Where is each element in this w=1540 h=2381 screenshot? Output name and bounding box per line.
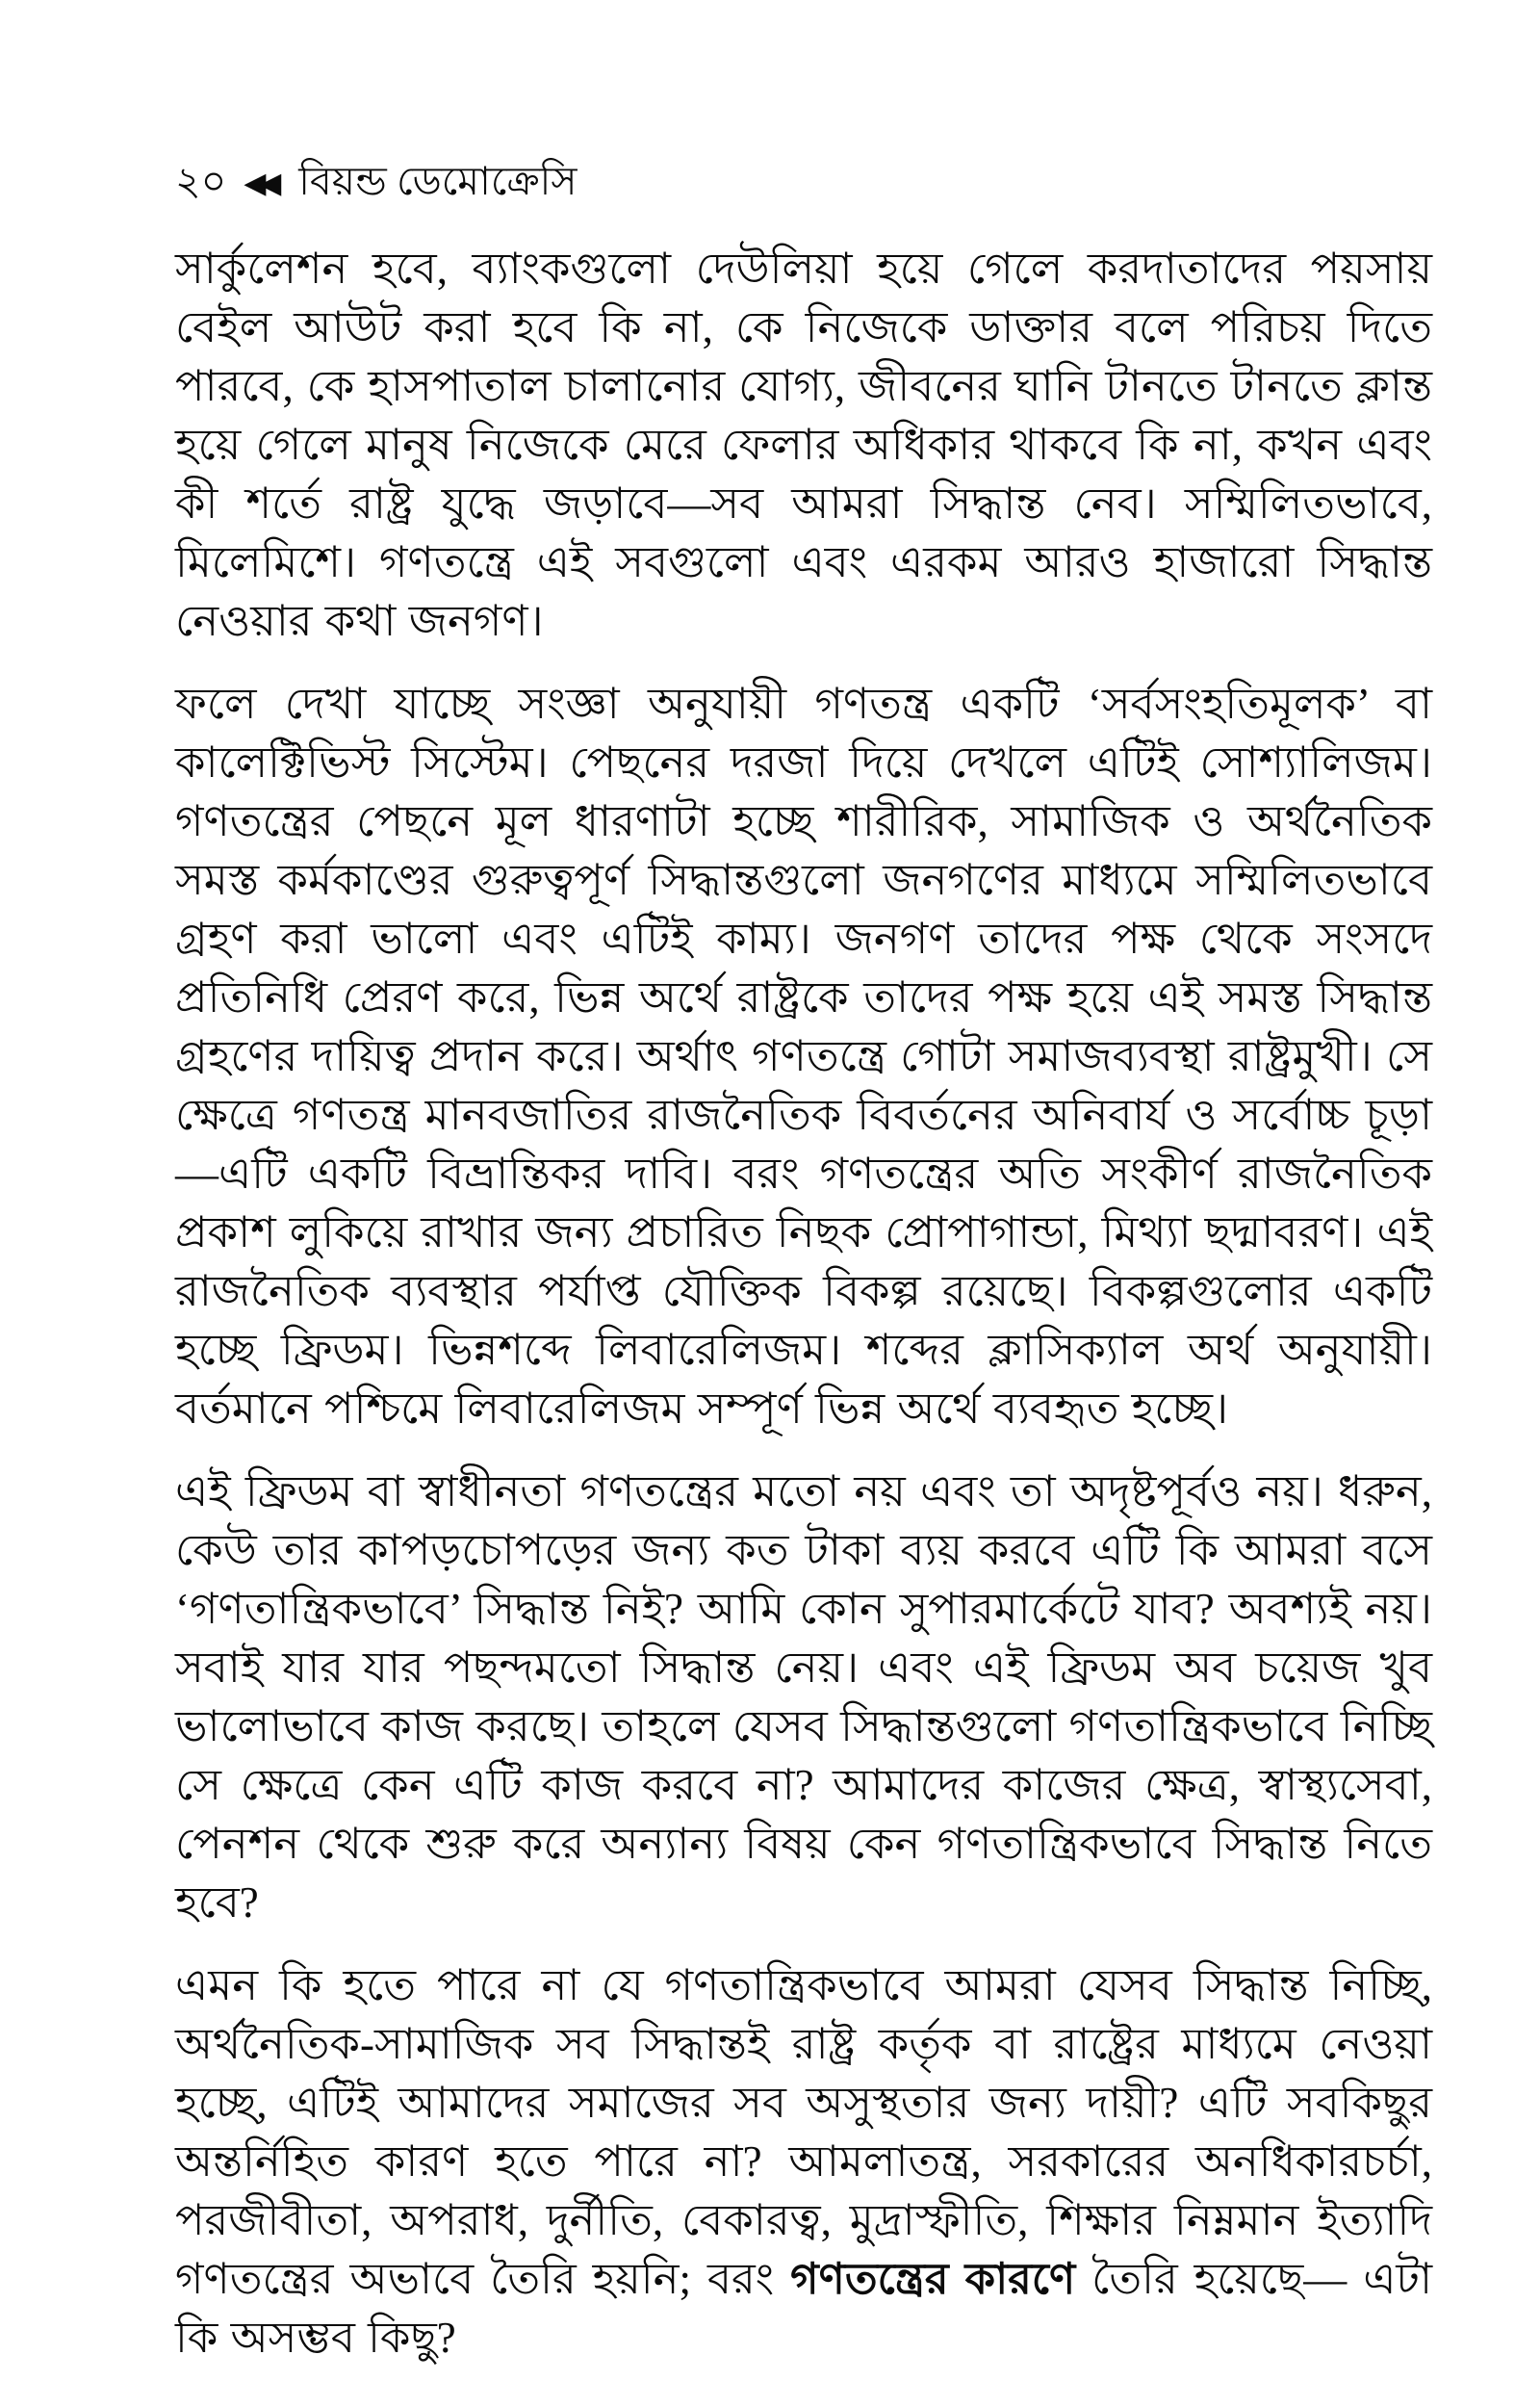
page-body	[175, 240, 1432, 2368]
paragraph-because-of-democracy	[175, 1956, 1432, 2368]
paragraph-collectivist-system: ফলে দেখা যাচ্ছে সংজ্ঞা অনুযায়ী গণতন্ত্র একটি ‘সর্বসংহতিমূলক’ বা কালেক্টিভিস্ট সিস্টেম। পেছনের দরজা দিয়ে দেখলে এটিই সোশ্যালিজম। গণতন্ত্রের পেছনে মূল ধারণাটা হচ্ছে শারীরিক, সামাজিক ও অর্থনৈতিক সমস্ত কর্মকাণ্ডের গুরুত্বপূর্ণ সিদ্ধান্তগুলো জনগণের মাধ্যমে সম্মিলিতভাবে গ্রহণ করা ভালো এবং এটিই কাম্য। জনগণ তাদের পক্ষ থেকে সংসদে প্রতিনিধি প্রেরণ করে, ভিন্ন অর্থে রাষ্ট্রকে তাদের পক্ষ হয়ে এই সমস্ত সিদ্ধান্ত গ্রহণের দায়িত্ব প্রদান করে। অর্থাৎ গণতন্ত্রে গোটা সমাজব্যবস্থা রাষ্ট্রমুখী। সে ক্ষেত্রে গণতন্ত্র মানবজাতির রাজনৈতিক বিবর্তনের অনিবার্য ও সর্বোচ্চ চূড়া—এটি একটি বিভ্রান্তিকর দাবি। বরং গণতন্ত্রের অতি সংকীর্ণ রাজনৈতিক প্রকাশ লুকিয়ে রাখার জন্য প্রচারিত নিছক প্রোপাগান্ডা, মিথ্যা ছদ্মাবরণ। এই রাজনৈতিক ব্যবস্থার পর্যাপ্ত যৌক্তিক বিকল্প রয়েছে। বিকল্পগুলোর একটি হচ্ছে ফ্রিডম। ভিন্নশব্দে লিবারেলিজম। শব্দের ক্লাসিক্যাল অর্থ অনুযায়ী। বর্তমানে পশ্চিমে লিবারেলিজম সম্পূর্ণ ভিন্ন অর্থে ব্যবহৃত হচ্ছে।	[175, 680, 1432, 1433]
paragraph-4-text-before-bold: এমন কি হতে পারে না যে গণতান্ত্রিকভাবে আমরা যেসব সিদ্ধান্ত নিচ্ছি, অর্থনৈতিক-সামাজিক সব সিদ্ধান্তই রাষ্ট্র কর্তৃক বা রাষ্ট্রের মাধ্যমে নেওয়া হচ্ছে, এটিই আমাদের সমাজের সব অসুস্থতার জন্য দায়ী? এটি সবকিছুর অন্তর্নিহিত কারণ হতে পারে না? আমলাতন্ত্র, সরকারের অনধিকারচর্চা, পরজীবীতা, অপরাধ, দুর্নীতি, বেকারত্ব, মুদ্রাস্ফীতি, শিক্ষার নিম্নমান ইত্যাদি গণতন্ত্রের অভাবে তৈরি হয়নি; বরং	[175, 1961, 1432, 2303]
running-head	[175, 156, 1432, 211]
double-left-triangle-icon: ◀◀	[244, 168, 275, 199]
paragraph-freedom-of-choice: এই ফ্রিডম বা স্বাধীনতা গণতন্ত্রের মতো নয় এবং তা অদৃষ্টপূর্বও নয়। ধরুন, কেউ তার কাপড়চোপড়ের জন্য কত টাকা ব্যয় করবে এটি কি আমরা বসে ‘গণতান্ত্রিকভাবে’ সিদ্ধান্ত নিই? আমি কোন সুপারমার্কেটে যাব? অবশ্যই নয়। সবাই যার যার পছন্দমতো সিদ্ধান্ত নেয়। এবং এই ফ্রিডম অব চয়েজ খুব ভালোভাবে কাজ করছে। তাহলে যেসব সিদ্ধান্তগুলো গণতান্ত্রিকভাবে নিচ্ছি সে ক্ষেত্রে কেন এটি কাজ করবে না? আমাদের কাজের ক্ষেত্র, স্বাস্থ্যসেবা, পেনশন থেকে শুরু করে অন্যান্য বিষয় কেন গণতান্ত্রিকভাবে সিদ্ধান্ত নিতে হবে?	[175, 1467, 1432, 1927]
paragraph-4-bold-phrase: গণতন্ত্রের কারণে	[790, 2255, 1076, 2303]
book-title: বিয়ন্ড ডেমোক্রেসি	[298, 159, 578, 203]
paragraph-circulation: সার্কুলেশন হবে, ব্যাংকগুলো দেউলিয়া হয়ে গেলে করদাতাদের পয়সায় বেইল আউট করা হবে কি না, কে নিজেকে ডাক্তার বলে পরিচয় দিতে পারবে, কে হাসপাতাল চালানোর যোগ্য, জীবনের ঘানি টানতে টানতে ক্লান্ত হয়ে গেলে মানুষ নিজেকে মেরে ফেলার অধিকার থাকবে কি না, কখন এবং কী শর্তে রাষ্ট্র যুদ্ধে জড়াবে—সব আমরা সিদ্ধান্ত নেব। সম্মিলিতভাবে, মিলেমিশে। গণতন্ত্রে এই সবগুলো এবং এরকম আরও হাজারো সিদ্ধান্ত নেওয়ার কথা জনগণ।	[175, 245, 1432, 645]
paragraph-4-text-after-bold: তৈরি হয়েছে— এটা কি অসম্ভব কিছু?	[175, 2255, 1432, 2362]
page-number: ২০	[175, 159, 227, 203]
